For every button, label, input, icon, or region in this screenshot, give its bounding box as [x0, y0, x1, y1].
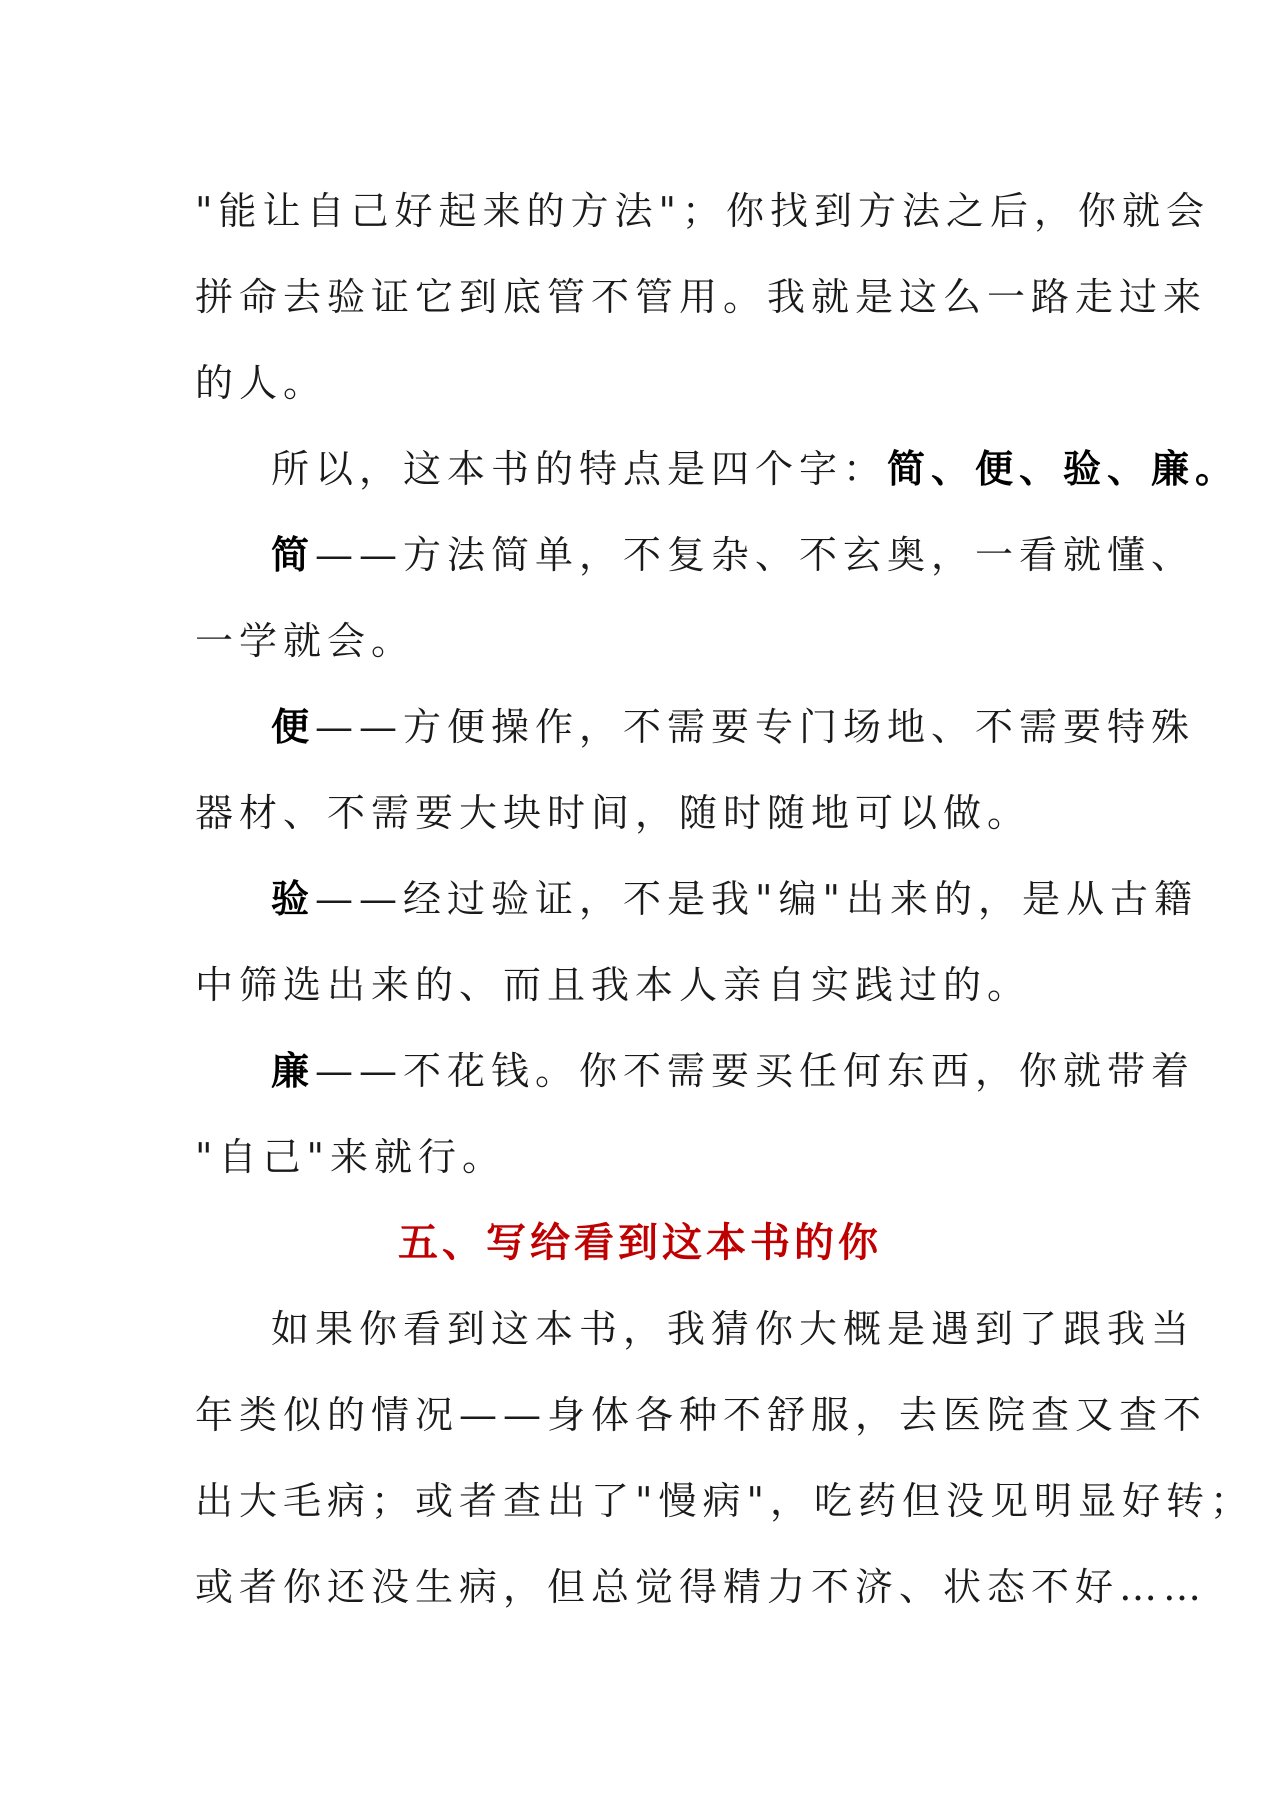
features-intro-text: 所以，这本书的特点是四个字：: [271, 447, 888, 491]
features-keywords: 简、便、验、廉。: [887, 446, 1240, 491]
feature-verified: [195, 856, 1198, 942]
paragraph-line: 拼命去验证它到底管不管用。我就是这么一路走过来: [195, 275, 1208, 319]
feature-text: ——不花钱。你不需要买任何东西，你就带着: [315, 1049, 1196, 1093]
feature-keyword: 便: [271, 704, 316, 749]
feature-keyword: 验: [271, 876, 316, 921]
feature-text: ——方法简单，不复杂、不玄奥，一看就懂、: [315, 533, 1196, 577]
feature-convenient: [195, 684, 1196, 770]
page-content: [195, 168, 1254, 1630]
section-heading: 五、写给看到这本书的你: [398, 1219, 882, 1266]
feature-cheap-cont: "自己"来就行。: [195, 1135, 506, 1179]
paragraph-line: 或者你还没生病，但总觉得精力不济、状态不好……: [195, 1565, 1208, 1609]
feature-cheap: [195, 1028, 1196, 1114]
paragraph-line: 的人。: [195, 361, 328, 405]
feature-keyword: 廉: [271, 1048, 316, 1093]
features-intro: [195, 426, 1240, 512]
feature-convenient-cont: 器材、不需要大块时间，随时随地可以做。: [195, 791, 1032, 835]
paragraph-line: 如果你看到这本书，我猜你大概是遇到了跟我当: [271, 1307, 1196, 1351]
feature-simple-cont: 一学就会。: [195, 619, 416, 663]
paragraph-line: 年类似的情况——身体各种不舒服，去医院查又查不: [195, 1393, 1208, 1437]
feature-text: ——方便操作，不需要专门场地、不需要特殊: [315, 705, 1196, 749]
feature-verified-cont: 中筛选出来的、而且我本人亲自实践过的。: [195, 963, 1032, 1007]
feature-keyword: 简: [271, 532, 316, 577]
paragraph-line: 出大毛病；或者查出了"慢病"，吃药但没见明显好转；: [195, 1479, 1254, 1523]
feature-text: ——经过验证，不是我"编"出来的，是从古籍: [315, 877, 1198, 921]
feature-simple: [195, 512, 1196, 598]
paragraph-line: "能让自己好起来的方法"；你找到方法之后，你就会: [195, 189, 1210, 233]
